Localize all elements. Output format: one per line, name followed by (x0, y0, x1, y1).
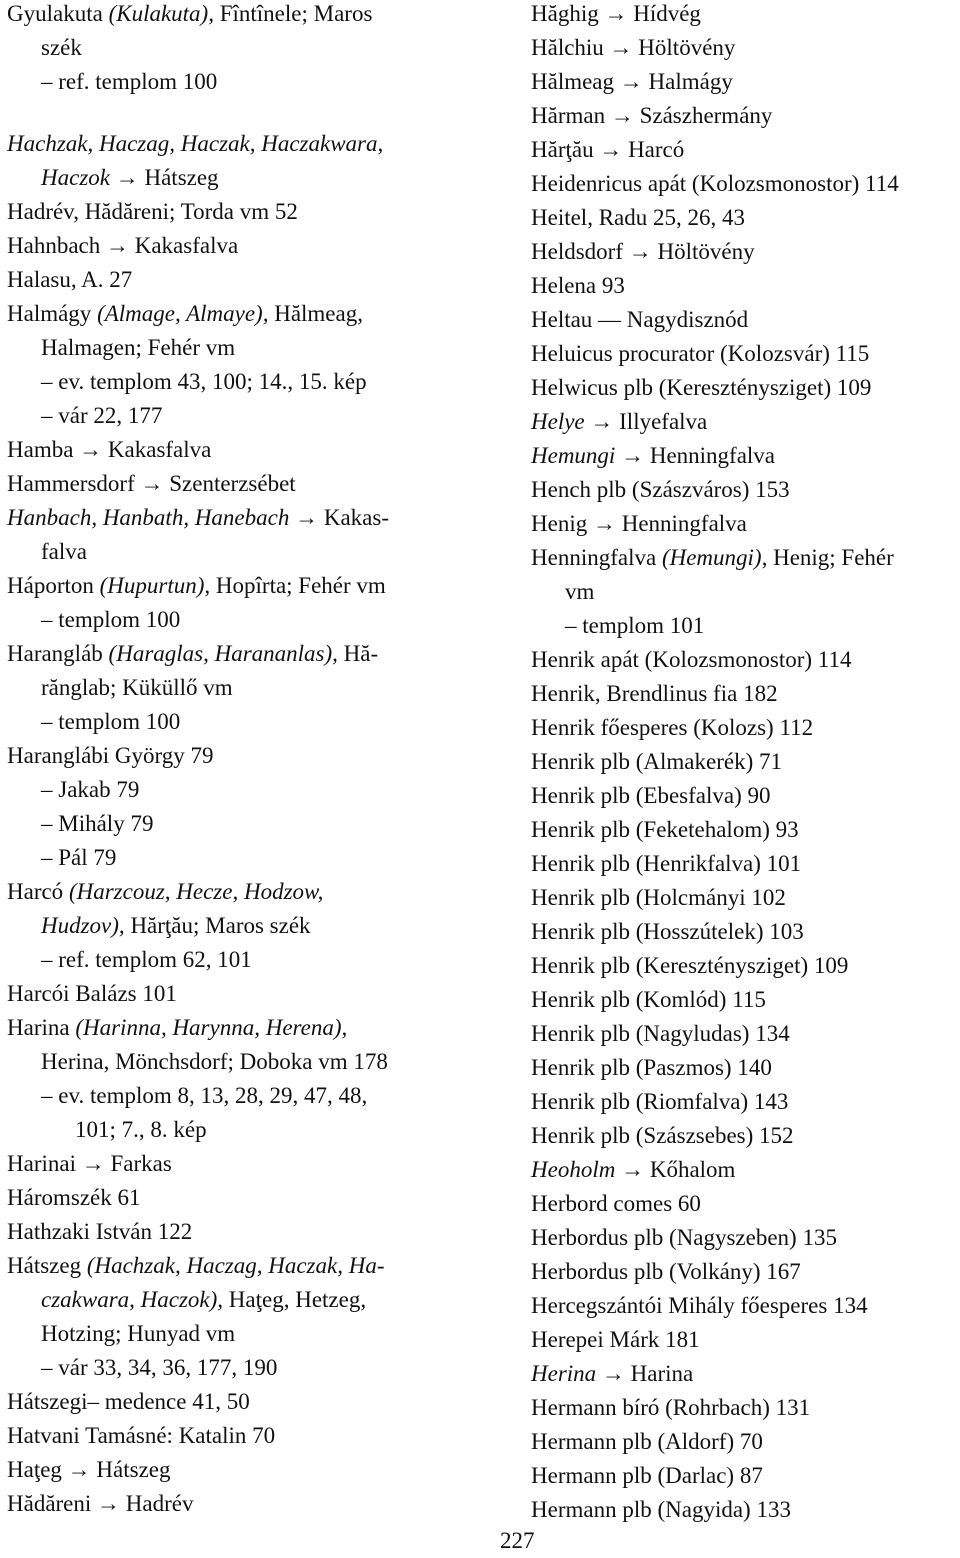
index-entry-text: → Kakas- (289, 505, 389, 530)
index-entry-line (531, 1459, 763, 1493)
index-entry-line (531, 643, 851, 677)
index-entry-line (531, 337, 869, 371)
index-entry-text: – templom 100 (41, 607, 181, 632)
index-entry-text: Hăghig → Hídvég (531, 1, 701, 26)
index-entry-line (531, 813, 799, 847)
index-entry-line (531, 1425, 763, 1459)
index-entry-variant: Herina (531, 1361, 597, 1386)
index-entry-text: → Hátszeg (109, 165, 219, 190)
index-entry-text: falva (41, 539, 87, 564)
index-entry-line (7, 1113, 207, 1147)
index-entry-line (531, 1221, 837, 1255)
index-entry-line (7, 433, 211, 467)
index-entry-text: Herbord comes 60 (531, 1191, 701, 1216)
index-entry-line (7, 535, 87, 569)
index-entry-variant: (Hemungi), (661, 545, 768, 570)
index-entry-text: Hermann bíró (Rohrbach) 131 (531, 1395, 811, 1420)
index-entry-text: Heltau — Nagydisznód (531, 307, 749, 332)
index-entry-line (7, 1181, 141, 1215)
index-entry-text: Harcó (7, 879, 69, 904)
index-entry-line (531, 1051, 772, 1085)
page-number: 227 (500, 1528, 535, 1553)
index-entry-text: Hermann plb (Nagyida) 133 (531, 1497, 791, 1522)
index-entry-text: Halmagen; Fehér vm (41, 335, 236, 360)
index-entry-text: vm (565, 579, 595, 604)
index-entry-variant: Haczok (41, 165, 110, 190)
index-entry-text: Henrik plb (Feketehalom) 93 (531, 817, 799, 842)
index-entry-line (531, 201, 745, 235)
index-entry-line (7, 1045, 388, 1079)
index-entry-text: Henrik plb (Hosszútelek) 103 (531, 919, 804, 944)
index-entry-line (7, 773, 139, 807)
index-entry-line (531, 1357, 693, 1391)
index-entry-text: Heidenricus apát (Kolozsmonostor) 114 (531, 171, 899, 196)
index-entry-line (531, 983, 766, 1017)
index-entry-text: Hátszegi– medence 41, 50 (7, 1389, 250, 1414)
index-entry-text: Hermann plb (Darlac) 87 (531, 1463, 763, 1488)
index-entry-variant: (Haraglas, Harananlas), (108, 641, 338, 666)
index-entry-text: → Kőhalom (615, 1157, 736, 1182)
index-entry-text: Helwicus plb (Kereszténysziget) 109 (531, 375, 872, 400)
index-entry-text: Hărţău → Harcó (531, 137, 685, 162)
index-entry-line (7, 467, 296, 501)
index-entry-text: Hadrév, Hădăreni; Torda vm 52 (7, 199, 298, 224)
index-entry-line (7, 331, 235, 365)
index-entry-line (531, 371, 871, 405)
index-entry-text: Henig; Fehér (767, 545, 894, 570)
index-entry-text: Halasu, A. 27 (7, 267, 133, 292)
index-entry-line (531, 133, 684, 167)
index-entry-line (7, 1079, 367, 1113)
index-entry-text: Henrik plb (Almakerék) 71 (531, 749, 783, 774)
index-entry-variant: czakwara, Haczok), (41, 1287, 224, 1312)
index-entry-line (531, 0, 701, 31)
index-entry-line (7, 297, 363, 331)
index-entry-text: Henrik plb (Paszmos) 140 (531, 1055, 772, 1080)
index-entry-line (7, 399, 162, 433)
index-entry-line (531, 711, 813, 745)
index-entry-line (531, 1493, 791, 1527)
index-entry-text: Henrik plb (Ebesfalva) 90 (531, 783, 771, 808)
index-entry-text: Heldsdorf → Höltövény (531, 239, 755, 264)
index-entry-variant: Heoholm (531, 1157, 616, 1182)
index-entry-text: Hădăreni → Hadrév (7, 1491, 194, 1516)
index-entry-text: – templom 101 (565, 613, 705, 638)
index-entry-line (7, 1011, 347, 1045)
index-entry-text: → Illyefalva (584, 409, 708, 434)
index-entry-line (531, 949, 848, 983)
index-entry-line (7, 195, 298, 229)
index-entry-text: Heluicus procurator (Kolozsvár) 115 (531, 341, 870, 366)
index-entry-text: Haţeg → Hátszeg (7, 1457, 171, 1482)
index-entry-variant: (Hachzak, Haczag, Haczak, Ha- (86, 1253, 385, 1278)
index-entry-text: Hărţău; Maros szék (124, 913, 311, 938)
index-entry-text: szék (41, 35, 82, 60)
index-entry-line (531, 439, 775, 473)
index-entry-line (531, 1187, 701, 1221)
index-entry-text: – vár 22, 177 (41, 403, 163, 428)
index-entry-line (531, 303, 748, 337)
index-entry-line (7, 263, 132, 297)
index-entry-text: Gyulakuta (7, 1, 109, 26)
index-entry-text: Hahnbach → Kakasfalva (7, 233, 239, 258)
index-entry-line (7, 637, 378, 671)
index-entry-text: Haţeg, Hetzeg, (223, 1287, 367, 1312)
index-entry-line (531, 507, 747, 541)
index-entry-text: Herepei Márk 181 (531, 1327, 700, 1352)
index-entry-line (7, 1487, 193, 1521)
index-entry-line (7, 1419, 275, 1453)
index-entry-variant: (Harzcouz, Hecze, Hodzow, (68, 879, 324, 904)
index-entry-line (531, 779, 771, 813)
index-entry-text: Háromszék 61 (7, 1185, 141, 1210)
index-entry-line (7, 705, 180, 739)
index-entry-line (531, 99, 772, 133)
index-entry-line (7, 229, 238, 263)
index-entry-text: Herbordus plb (Volkány) 167 (531, 1259, 801, 1284)
index-entry-text: Hammersdorf → Szenterzsébet (7, 471, 296, 496)
index-entry-text: – ref. templom 62, 101 (41, 947, 252, 972)
index-entry-line (531, 269, 625, 303)
index-entry-text: Hercegszántói Mihály főesperes 134 (531, 1293, 868, 1318)
index-entry-line (531, 1119, 794, 1153)
index-entry-line (7, 1283, 366, 1317)
index-entry-line (7, 569, 386, 603)
index-entry-line (531, 1255, 801, 1289)
index-entry-text: 101; 7., 8. kép (75, 1117, 207, 1142)
index-entry-text: Hălmeag → Halmágy (531, 69, 733, 94)
index-entry-line (531, 1289, 868, 1323)
index-entry-variant: Hemungi (531, 443, 616, 468)
index-entry-text: – ev. templom 8, 13, 28, 29, 47, 48, (41, 1083, 368, 1108)
index-entry-variant: (Hupurtun), (99, 573, 211, 598)
index-entry-text: Hă- (337, 641, 379, 666)
index-entry-text: Herbordus plb (Nagyszeben) 135 (531, 1225, 837, 1250)
index-entry-variant: (Harinna, Harynna, Herena), (75, 1015, 348, 1040)
index-entry-text: Hălmeag, (268, 301, 363, 326)
index-entry-line (7, 1317, 235, 1351)
index-entry-text: Hermann plb (Aldorf) 70 (531, 1429, 763, 1454)
index-entry-text: Hátszeg (7, 1253, 87, 1278)
index-entry-text: Halmágy (7, 301, 98, 326)
index-entry-line (531, 1391, 810, 1425)
index-entry-line (531, 541, 894, 575)
index-entry-line (531, 677, 778, 711)
index-entry-line (7, 0, 372, 31)
index-entry-text: – Jakab 79 (41, 777, 140, 802)
index-entry-variant: (Kulakuta), (108, 1, 214, 26)
index-entry-line (7, 65, 217, 99)
index-entry-line (531, 915, 804, 949)
index-entry-line (7, 977, 177, 1011)
index-entry-line (531, 1017, 790, 1051)
index-entry-line (7, 127, 383, 161)
index-entry-line (7, 671, 233, 705)
index-entry-text: – ev. templom 43, 100; 14., 15. kép (41, 369, 367, 394)
index-entry-text: Fîntînele; Maros (213, 1, 373, 26)
index-entry-line (531, 405, 707, 439)
index-entry-text: Herina, Mönchsdorf; Doboka vm 178 (41, 1049, 388, 1074)
index-entry-text: Hotzing; Hunyad vm (41, 1321, 236, 1346)
index-entry-line (7, 739, 214, 773)
index-entry-variant: Helye (531, 409, 585, 434)
index-entry-line (531, 1323, 700, 1357)
index-entry-text: Hamba → Kakasfalva (7, 437, 212, 462)
index-entry-line (7, 603, 180, 637)
index-entry-text: Henrik plb (Szászsebes) 152 (531, 1123, 794, 1148)
index-entry-text: Háporton (7, 573, 100, 598)
index-entry-text: Henrik plb (Riomfalva) 143 (531, 1089, 789, 1114)
index-entry-text: Harangláb (7, 641, 109, 666)
index-entry-line (7, 1385, 250, 1419)
index-entry-text: Hărman → Szászhermány (531, 103, 773, 128)
index-entry-text: Henrik plb (Henrikfalva) 101 (531, 851, 802, 876)
index-entry-line (531, 1153, 735, 1187)
index-entry-line (7, 875, 323, 909)
index-entry-text: Hatvani Tamásné: Katalin 70 (7, 1423, 276, 1448)
index-entry-line (7, 1351, 277, 1385)
index-entry-text: Henrik főesperes (Kolozs) 112 (531, 715, 814, 740)
index-entry-line (7, 161, 219, 195)
index-entry-text: Hathzaki István 122 (7, 1219, 193, 1244)
index-entry-text: Harina (7, 1015, 76, 1040)
index-entry-line (531, 847, 801, 881)
index-entry-text: – templom 100 (41, 709, 181, 734)
index-entry-text: Henrik, Brendlinus fia 182 (531, 681, 778, 706)
index-entry-line (7, 841, 116, 875)
index-entry-text: – Mihály 79 (41, 811, 154, 836)
index-entry-line (7, 1215, 192, 1249)
index-entry-variant: Hachzak, Haczag, Haczak, Haczakwara, (7, 131, 384, 156)
index-entry-line (531, 473, 790, 507)
index-entry-text: Hălchiu → Höltövény (531, 35, 736, 60)
index-entry-text: rănglab; Küküllő vm (41, 675, 233, 700)
index-entry-text: Henrik plb (Komlód) 115 (531, 987, 766, 1012)
index-entry-text: Heitel, Radu 25, 26, 43 (531, 205, 745, 230)
index-entry-text: – Pál 79 (41, 845, 117, 870)
index-entry-line (531, 881, 786, 915)
index-entry-line (531, 235, 755, 269)
index-entry-line (7, 909, 311, 943)
index-entry-text: Henrik apát (Kolozsmonostor) 114 (531, 647, 852, 672)
index-entry-line (7, 943, 252, 977)
index-entry-text: Henrik plb (Nagyludas) 134 (531, 1021, 790, 1046)
index-entry-line (531, 65, 733, 99)
index-entry-variant: (Almage, Almaye), (97, 301, 269, 326)
index-entry-line (7, 1453, 171, 1487)
index-entry-line (531, 609, 704, 643)
index-entry-text: Henningfalva (531, 545, 662, 570)
index-entry-text: Henrik plb (Kereszténysziget) 109 (531, 953, 849, 978)
index-entry-variant: Hudzov), (41, 913, 125, 938)
index-entry-text: Hench plb (Szászváros) 153 (531, 477, 790, 502)
index-entry-variant: Hanbach, Hanbath, Hanebach (7, 505, 290, 530)
index-entry-text: – vár 33, 34, 36, 177, 190 (41, 1355, 278, 1380)
index-entry-text: Harcói Balázs 101 (7, 981, 177, 1006)
index-entry-line (7, 501, 389, 535)
index-entry-line (7, 1249, 384, 1283)
index-entry-text: Helena 93 (531, 273, 625, 298)
index-entry-text: Haranglábi György 79 (7, 743, 214, 768)
index-entry-line (531, 745, 782, 779)
index-entry-line (7, 31, 82, 65)
index-entry-text: Harinai → Farkas (7, 1151, 172, 1176)
index-entry-line (531, 31, 735, 65)
index-entry-line (7, 365, 367, 399)
index-entry-text: Hopîrta; Fehér vm (210, 573, 386, 598)
index-entry-line (7, 1147, 172, 1181)
index-entry-text: Henig → Henningfalva (531, 511, 747, 536)
index-entry-text: – ref. templom 100 (41, 69, 218, 94)
index-entry-text: → Henningfalva (615, 443, 776, 468)
index-entry-line (531, 575, 594, 609)
index-entry-line (531, 1085, 788, 1119)
index-entry-text: → Harina (596, 1361, 694, 1386)
index-entry-line (531, 167, 899, 201)
index-entry-text: Henrik plb (Holcmányi 102 (531, 885, 786, 910)
index-entry-line (7, 807, 153, 841)
